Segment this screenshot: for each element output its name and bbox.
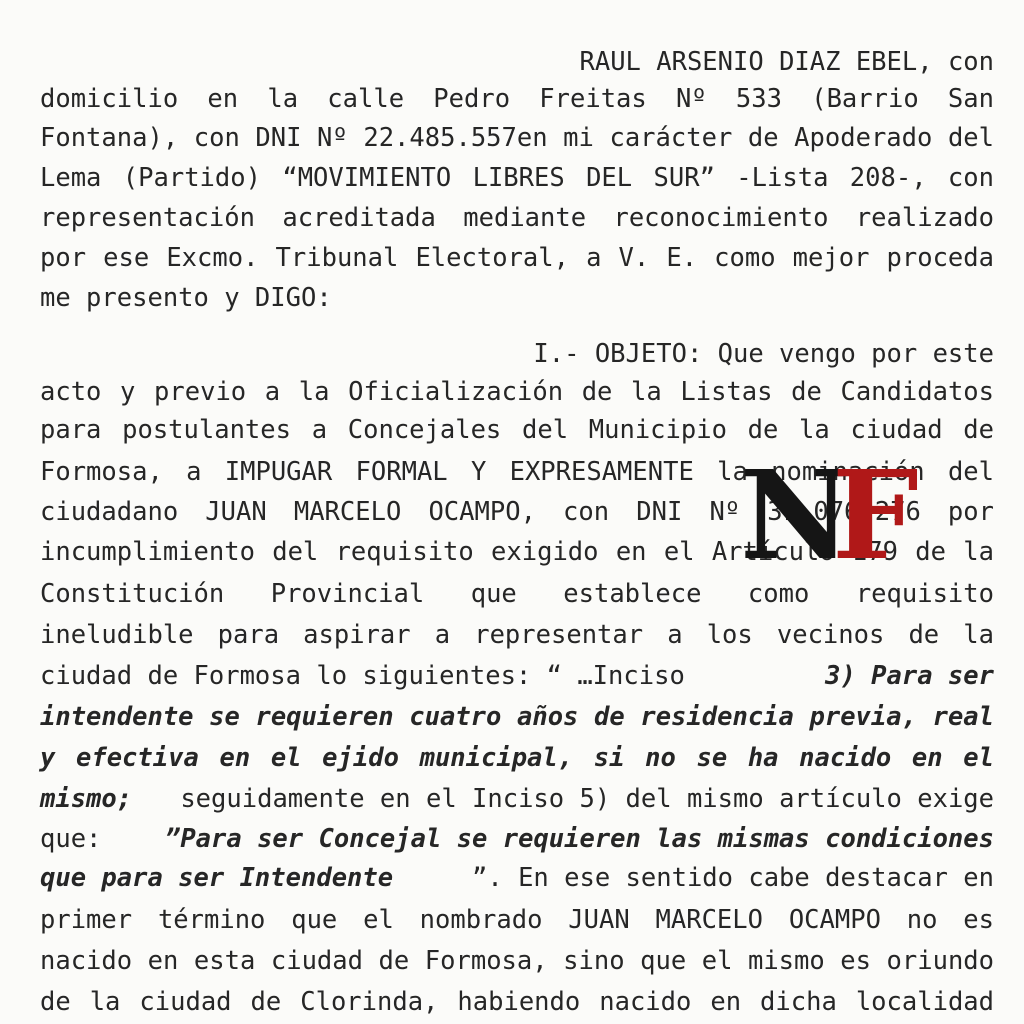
section-heading: I.- OBJETO: Que vengo por este <box>533 339 994 369</box>
text: Lema (Partido) “MOVIMIENTO LIBRES DEL SUR” -Lista 208-, con <box>40 163 994 193</box>
doc-line <box>40 701 994 735</box>
doc-line <box>40 783 994 817</box>
quoted-text: intendente se requieren cuatro años de residencia previa, real <box>40 702 994 732</box>
text: ciudadano JUAN MARCELO OCAMPO, con DNI Nº 31.076.276 por <box>40 497 994 527</box>
quoted-text: 3) Para ser <box>825 661 994 691</box>
doc-line <box>40 904 994 938</box>
text: Constitución Provincial que establece como requisito <box>40 579 994 609</box>
text: Fontana), con DNI Nº 22.485.557en mi carácter de Apoderado del <box>40 123 994 153</box>
doc-line <box>40 122 994 156</box>
doc-line <box>40 162 994 196</box>
doc-line <box>40 986 994 1020</box>
text: RAUL ARSENIO DIAZ EBEL, con <box>579 47 994 77</box>
doc-line <box>40 660 994 694</box>
doc-line <box>40 376 994 410</box>
logo-letter-f: F <box>832 443 919 587</box>
text: que: <box>40 824 102 854</box>
quoted-text: que para ser Intendente <box>40 863 394 893</box>
doc-line <box>40 83 994 117</box>
doc-line <box>40 46 994 80</box>
logo-letter-n: N <box>740 443 852 587</box>
quoted-text: ”Para ser Concejal se requieren las mismas condiciones <box>164 824 994 854</box>
text: para postulantes a Concejales del Municipio de la ciudad de <box>40 415 994 445</box>
doc-line <box>40 202 994 236</box>
text: representación acreditada mediante reconocimiento realizado <box>40 203 994 233</box>
doc-line <box>40 742 994 776</box>
doc-line <box>40 862 994 896</box>
text: ”. En ese sentido cabe destacar en <box>472 863 994 893</box>
doc-line <box>40 619 994 653</box>
text: ineludible para aspirar a representar a los vecinos de la <box>40 620 994 650</box>
text: Formosa, a IMPUGAR FORMAL Y EXPRESAMENTE la nominación del <box>40 457 994 487</box>
text: primer término que el nombrado JUAN MARCELO OCAMPO no es <box>40 905 994 935</box>
doc-line <box>40 823 994 857</box>
text: de la ciudad de Clorinda, habiendo nacido en dicha localidad <box>40 987 994 1017</box>
text: me presento y DIGO: <box>40 283 332 313</box>
doc-line <box>40 282 994 316</box>
doc-line <box>40 945 994 979</box>
text: por ese Excmo. Tribunal Electoral, a V. E. como mejor proceda <box>40 243 994 273</box>
text: acto y previo a la Oficialización de la Listas de Candidatos <box>40 377 994 407</box>
text: seguidamente en el Inciso 5) del mismo artículo exige <box>180 784 994 814</box>
text: nacido en esta ciudad de Formosa, sino que el mismo es oriundo <box>40 946 994 976</box>
doc-line <box>40 338 994 372</box>
nf-logo <box>740 443 925 587</box>
quoted-text: y efectiva en el ejido municipal, si no se ha nacido en el <box>40 743 994 773</box>
text: domicilio en la calle Pedro Freitas Nº 533 (Barrio San <box>40 84 994 114</box>
quoted-text: mismo; <box>40 784 133 814</box>
doc-line <box>40 242 994 276</box>
text: incumplimiento del requisito exigido en el Artículo 179 de la <box>40 537 994 567</box>
text: ciudad de Formosa lo siguientes: “ …Inciso <box>40 661 685 691</box>
